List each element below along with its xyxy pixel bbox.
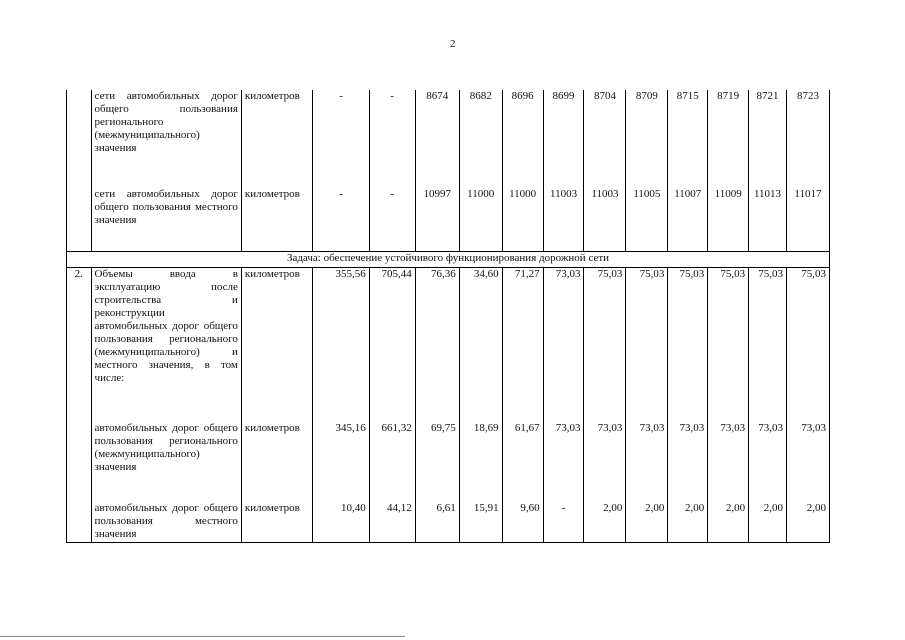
value-cell: 8699: [543, 90, 584, 188]
value-cell: 2,00: [668, 502, 708, 543]
value-cell: 73,03: [543, 422, 584, 502]
value-cell: 73,03: [668, 422, 708, 502]
row-number-cell: [67, 90, 92, 188]
value-cell: 75,03: [668, 268, 708, 423]
indicator-name-cell: сети автомобильных дорог общего пользования регионального (межмуниципального) значения: [91, 90, 241, 188]
value-cell: 661,32: [369, 422, 415, 502]
table-row: [67, 502, 830, 543]
value-cell: 61,67: [502, 422, 543, 502]
value-cell: 75,03: [626, 268, 668, 423]
row-number-cell: 2.: [67, 268, 92, 423]
value-cell: 8719: [708, 90, 749, 188]
value-cell: 8723: [786, 90, 829, 188]
value-cell: 11007: [668, 188, 708, 252]
value-cell: 2,00: [786, 502, 829, 543]
value-cell: 8696: [502, 90, 543, 188]
page-number: 2: [450, 38, 456, 50]
value-cell: 705,44: [369, 268, 415, 423]
value-cell: 8704: [584, 90, 626, 188]
value-cell: 10997: [415, 188, 459, 252]
indicator-name-cell: Объемы ввода в эксплуатацию после строительства и реконструкции автомобильных дорог общего пользования регионального (межмуниципального) и местного значения, в том числе:: [91, 268, 241, 423]
value-cell: 8682: [459, 90, 502, 188]
value-cell: 2,00: [749, 502, 787, 543]
task-row: [67, 252, 830, 268]
value-cell: 345,16: [313, 422, 369, 502]
value-cell: -: [369, 188, 415, 252]
indicator-name-cell: автомобильных дорог общего пользования местного значения: [91, 502, 241, 543]
unit-cell: километров: [241, 268, 313, 423]
value-cell: 11003: [584, 188, 626, 252]
row-number-cell: [67, 422, 92, 502]
value-cell: 73,03: [786, 422, 829, 502]
table-row: [67, 188, 830, 252]
value-cell: -: [313, 90, 369, 188]
value-cell: 75,03: [584, 268, 626, 423]
unit-cell: километров: [241, 188, 313, 252]
value-cell: 2,00: [584, 502, 626, 543]
value-cell: 73,03: [584, 422, 626, 502]
value-cell: -: [313, 188, 369, 252]
value-cell: 2,00: [708, 502, 749, 543]
value-cell: 11009: [708, 188, 749, 252]
value-cell: 73,03: [708, 422, 749, 502]
value-cell: 73,03: [543, 268, 584, 423]
value-cell: 11000: [502, 188, 543, 252]
indicator-name-cell: автомобильных дорог общего пользования регионального (межмуниципального) значения: [91, 422, 241, 502]
table-row: [67, 268, 830, 423]
value-cell: -: [369, 90, 415, 188]
scan-edge-line: [0, 636, 405, 637]
indicator-name-cell: сети автомобильных дорог общего пользования местного значения: [91, 188, 241, 252]
value-cell: 8709: [626, 90, 668, 188]
value-cell: 11013: [749, 188, 787, 252]
value-cell: 75,03: [786, 268, 829, 423]
value-cell: 44,12: [369, 502, 415, 543]
value-cell: 11000: [459, 188, 502, 252]
indicators-table: [66, 90, 830, 543]
value-cell: 11003: [543, 188, 584, 252]
value-cell: -: [543, 502, 584, 543]
table-row: [67, 422, 830, 502]
value-cell: 2,00: [626, 502, 668, 543]
row-number-cell: [67, 188, 92, 252]
value-cell: 34,60: [459, 268, 502, 423]
row-number-cell: [67, 502, 92, 543]
value-cell: 73,03: [626, 422, 668, 502]
unit-cell: километров: [241, 422, 313, 502]
task-heading: Задача: обеспечение устойчивого функционирования дорожной сети: [67, 252, 830, 268]
value-cell: 76,36: [415, 268, 459, 423]
unit-cell: километров: [241, 502, 313, 543]
value-cell: 71,27: [502, 268, 543, 423]
value-cell: 355,56: [313, 268, 369, 423]
value-cell: 69,75: [415, 422, 459, 502]
value-cell: 75,03: [708, 268, 749, 423]
value-cell: 11005: [626, 188, 668, 252]
value-cell: 75,03: [749, 268, 787, 423]
value-cell: 8715: [668, 90, 708, 188]
value-cell: 6,61: [415, 502, 459, 543]
value-cell: 10,40: [313, 502, 369, 543]
table-row: [67, 90, 830, 188]
value-cell: 9,60: [502, 502, 543, 543]
value-cell: 18,69: [459, 422, 502, 502]
unit-cell: километров: [241, 90, 313, 188]
value-cell: 15,91: [459, 502, 502, 543]
value-cell: 11017: [786, 188, 829, 252]
value-cell: 8721: [749, 90, 787, 188]
value-cell: 73,03: [749, 422, 787, 502]
value-cell: 8674: [415, 90, 459, 188]
